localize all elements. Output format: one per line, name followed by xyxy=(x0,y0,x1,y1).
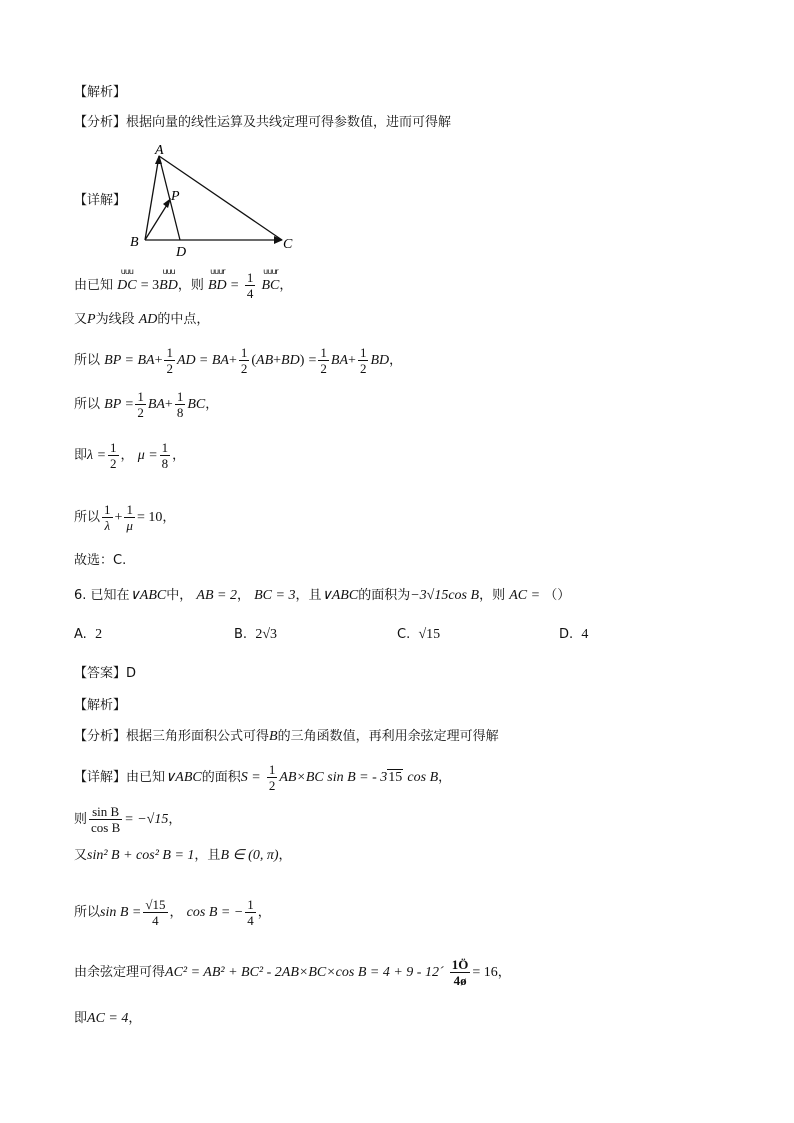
question-6: 6. 已知在∨ABC中， AB = 2， BC = 3，且∨ABC的面积为−3√15cos B，则 AC = （） xyxy=(74,588,571,603)
label-C: C xyxy=(283,237,293,252)
vector-expansion-line: 所以 BP = BA+ $\frac{1}{2}$ AD = BA+ $\frac{1}{2}$ (AB+BD) = $\frac{1}{2}$ BA+ $\frac{1}{2}$ BD， xyxy=(74,345,403,376)
section-heading-analysis: 【解析】 xyxy=(74,85,127,100)
analysis-text: 【分析】根据向量的线性运算及共线定理可得参数值，进而可得解 xyxy=(74,115,452,130)
sin-cos-values-line: 所以sin B = $\frac{√15}{4}$ ， cos B = − $\frac{1}{4}$ ， xyxy=(74,897,271,928)
option-b: B. 2√3 xyxy=(234,627,278,642)
detail-area-line: 【详解】由已知∨ABC的面积S = $\frac{1}{2}$ AB×BC sin B = - 315 cos B， xyxy=(74,762,452,793)
triangle-figure xyxy=(120,142,310,258)
vector-result-line: 所以 BP = $\frac{1}{2}$ BA+ $\frac{1}{8}$ BC， xyxy=(74,389,219,420)
final-line: 即AC = 4， xyxy=(74,1011,142,1026)
label-D: D xyxy=(176,245,187,258)
sum-line: 所以 $\frac{1}{\lambda}$ + $\frac{1}{\mu}$ = 10， xyxy=(74,502,176,533)
detail-label: 【详解】 xyxy=(74,193,127,208)
option-a: A. 2 xyxy=(74,627,103,642)
option-c: C. √15 xyxy=(397,627,441,642)
label-B: B xyxy=(130,235,139,250)
section-heading-analysis-2: 【解析】 xyxy=(74,698,127,713)
identity-line: 又sin² B + cos² B = 1，且B ∈ (0, π)， xyxy=(74,848,292,863)
given-line: 由已知 uuu DC = 3 uuu BD，则 uuur BD = $\frac{1}{4}$ uuur BC， xyxy=(74,267,293,301)
option-d: D. 4 xyxy=(559,627,589,642)
midpoint-line: 又P为线段 AD的中点， xyxy=(74,312,210,327)
analysis-text-2: 【分析】根据三角形面积公式可得B的三角函数值，再利用余弦定理可得解 xyxy=(74,729,499,744)
tan-line: 则 $\frac{\text{sin B}}{\text{cos B}}$ = −√15， xyxy=(74,804,182,835)
answer-line: 【答案】D xyxy=(74,666,137,681)
lambda-mu-line: 即λ = $\frac{1}{2}$ ， μ = $\frac{1}{8}$ ， xyxy=(74,440,186,471)
cosine-law-line: 由余弦定理可得AC² = AB² + BC² - 2AB×BC×cos B = 4 + 9 - 12´ $\frac{1Ö}{4ø}$ = 16， xyxy=(74,957,511,988)
label-A: A xyxy=(155,143,164,158)
label-P: P xyxy=(171,189,180,204)
answer-choice: 故选：C. xyxy=(74,553,127,568)
